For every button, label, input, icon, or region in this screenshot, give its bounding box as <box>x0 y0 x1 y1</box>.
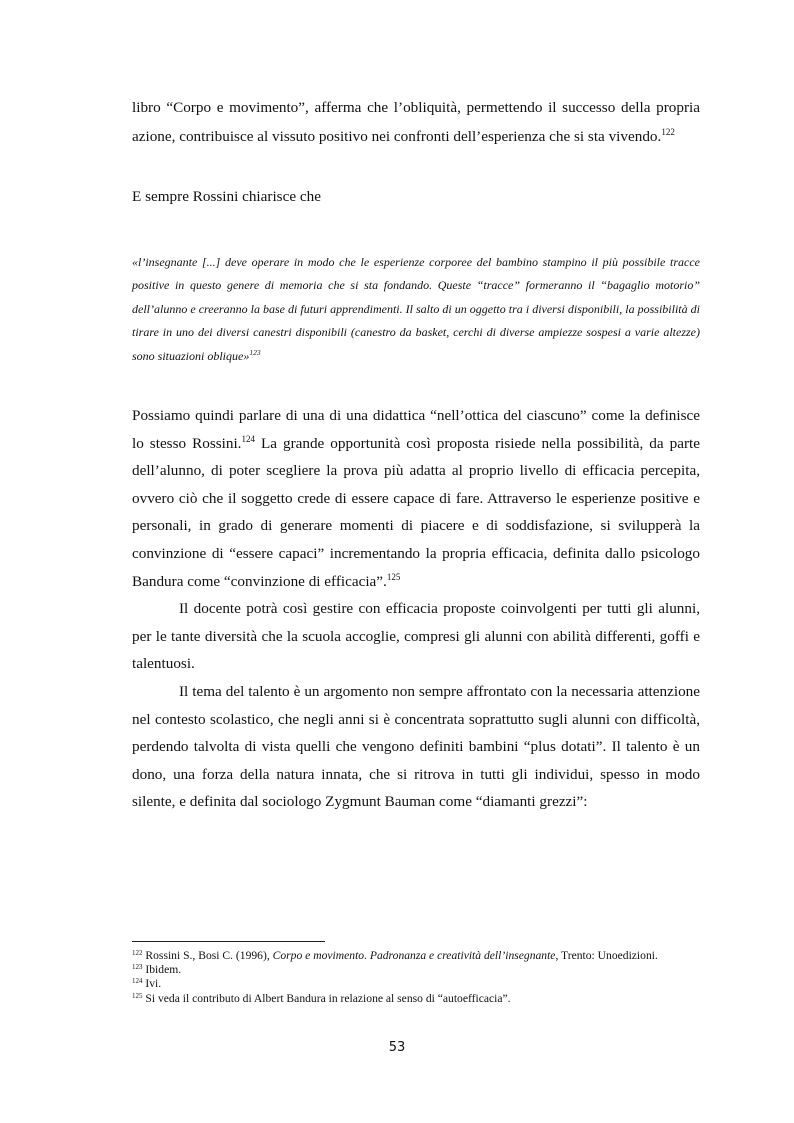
footnote-123: $^{123}$ Ibidem. <box>132 963 182 977</box>
footnote-separator <box>132 941 325 942</box>
footnote-ref: 122 <box>661 127 675 137</box>
page-number: 53 <box>388 1040 406 1055</box>
paragraph-continuation <box>132 93 700 151</box>
paragraph-2: Il docente potrà così gestire con efficacia proposte coinvolgenti per tutti gli alunni, per le tante diversità che la scuola accoglie, compresi gli alunni con abilità differenti, goffi e talentuosi. <box>132 600 700 673</box>
quote-text: «l’insegnante [...] deve operare in modo che le esperienze corporee del bambino stampino il più possibile tracce positive in questo genere di memoria che si sta fondando. Queste “tracce” formeranno il “bagaglio motorio” dell’alunno e creeranno la base di futuri apprendimenti. Il salto di un oggetto tra i diversi disponibili, la possibilità di tirare in uno dei diversi canestri disponibili (canestro da basket, cerchi di diverse ampiezze sospesi a varie altezze) sono situazioni oblique» <box>132 255 700 363</box>
footnote-125: $^{125}$ Si veda il contributo di Albert Bandura in relazione al senso di “autoefficacia”. <box>132 991 511 1005</box>
quote-intro <box>132 186 700 208</box>
footnote-ref: 125 <box>386 571 401 582</box>
footnote-122: $^{122}$ Rossini S., Bosi C. (1996), Corpo e movimento. Padronanza e creatività dell’insegnante, Trento: Unoedizioni. <box>132 949 658 962</box>
paragraph-text: libro “Corpo e movimento”, afferma che l’obliquità, permettendo il successo della propria azione, contribuisce al vissuto positivo nei confronti dell’esperienza che si sta vivendo. <box>132 99 700 145</box>
footnote-124: $^{124}$ Ivi. <box>132 977 162 991</box>
intro-line: E sempre Rossini chiarisce che <box>132 188 321 205</box>
block-quote <box>132 251 700 368</box>
footnote-ref: 123 <box>249 347 261 357</box>
footnote-ref: 124 <box>241 433 255 444</box>
paragraph-1: Possiamo quindi parlare di una di una didattica “nell’ottica del ciascuno” come la definisce lo stesso Rossini.$^{124}$ La grande opportunità così proposta risiede nella possibilità, da parte dell’alunno, di poter scegliere la prova più adatta al proprio livello di efficacia percepita, ovvero ciò che il soggetto crede di essere capace di fare. Attraverso le esperienze positive e personali, in grado di generare momenti di piacere e di soddisfazione, si svilupperà la convinzione di “essere capaci” incrementando la propria efficacia, definita dallo psicologo Bandura come “convinzione di efficacia”.$^{125}$ <box>132 407 700 590</box>
footnotes <box>132 949 700 1006</box>
paragraph-3: Il tema del talento è un argomento non sempre affrontato con la necessaria attenzione nel contesto scolastico, che negli anni si è concentrata soprattutto sugli alunni con difficoltà, perdendo talvolta di vista quelli che vengono definiti bambini “plus dotati”. Il talento è un dono, una forza della natura innata, che si ritrova in tutti gli individui, spesso in modo silente, e definita dal sociologo Zygmunt Bauman come “diamanti grezzi”: <box>132 682 700 811</box>
body-text <box>132 402 700 816</box>
